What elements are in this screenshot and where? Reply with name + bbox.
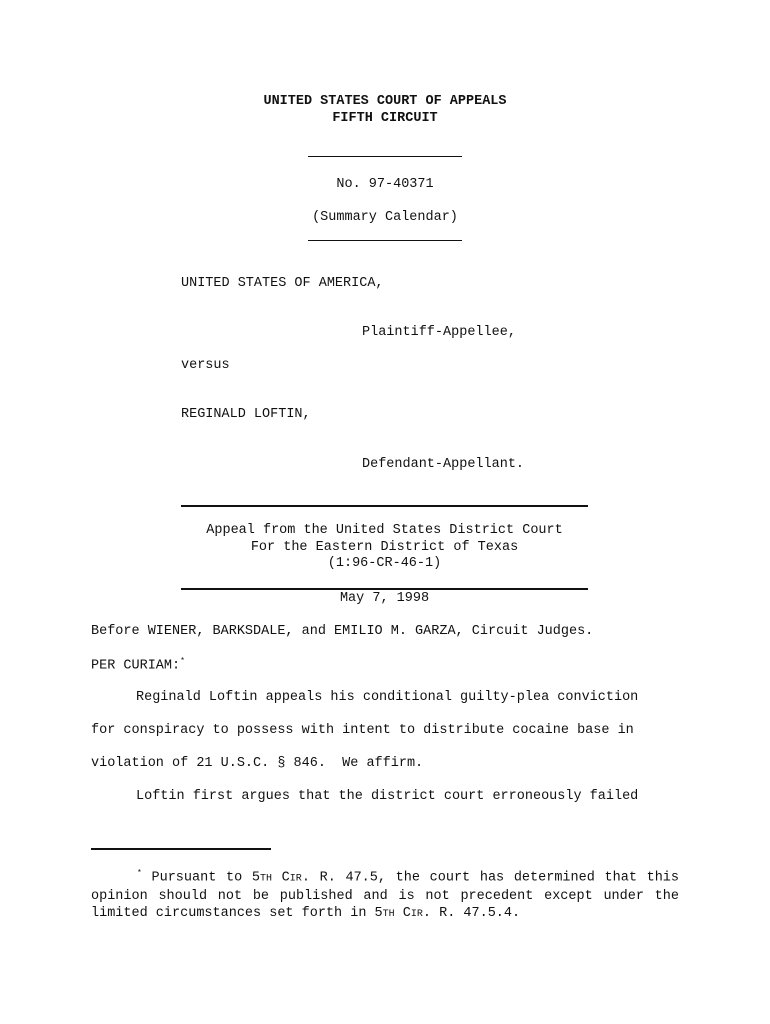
footnote-cir-2-rest: IR xyxy=(410,908,423,920)
court-name: UNITED STATES COURT OF APPEALS xyxy=(263,94,507,109)
footnote xyxy=(91,865,679,923)
appeal-rule-top xyxy=(181,505,588,507)
footnote-text-3: . R. 47.5.4. xyxy=(422,905,521,921)
defendant-name: REGINALD LOFTIN, xyxy=(181,407,311,422)
versus-label: versus xyxy=(181,358,230,373)
appeal-line-2: For the Eastern District of Texas xyxy=(250,540,519,555)
footnote-separator xyxy=(91,848,271,850)
footnote-text-1: Pursuant to 5 xyxy=(151,870,260,886)
header-rule-bottom xyxy=(308,240,462,241)
footnote-cir-1-initial: C xyxy=(272,870,290,886)
footnote-text-2: . R. 47.5, the court has determined that this opinion should not be published and is not precedent except under the limited circumstances set forth in 5 xyxy=(91,870,680,921)
footnote-cir-1-rest: IR xyxy=(289,873,302,885)
body-line-2: for conspiracy to possess with intent to distribute cocaine base in xyxy=(91,723,634,738)
plaintiff-name: UNITED STATES OF AMERICA, xyxy=(181,276,384,291)
body-line-1: Reginald Loftin appeals his conditional guilty-plea conviction xyxy=(136,690,639,705)
plaintiff-role: Plaintiff-Appellee, xyxy=(362,325,516,340)
footnote-th-2: TH xyxy=(382,908,395,920)
calendar-type: (Summary Calendar) xyxy=(312,210,458,225)
footnote-reference: * xyxy=(180,657,185,666)
body-line-4: Loftin first argues that the district court erroneously failed xyxy=(136,789,639,804)
footnote-mark: * xyxy=(137,869,142,878)
appeal-line-3: (1:96-CR-46-1) xyxy=(327,556,442,571)
header-rule-top xyxy=(308,156,462,157)
defendant-role: Defendant-Appellant. xyxy=(362,457,525,472)
per-curiam-label: PER CURIAM: xyxy=(91,658,181,674)
footnote-th-1: TH xyxy=(259,873,272,885)
appeal-rule-bottom xyxy=(181,588,588,590)
decision-date: May 7, 1998 xyxy=(339,591,430,606)
appeal-line-1: Appeal from the United States District Court xyxy=(206,523,563,538)
circuit-name: FIFTH CIRCUIT xyxy=(332,111,438,126)
footnote-cir-2-initial: C xyxy=(394,905,411,921)
panel-line: Before WIENER, BARKSDALE, and EMILIO M. GARZA, Circuit Judges. xyxy=(91,624,594,639)
case-number: No. 97-40371 xyxy=(336,177,434,192)
per-curiam-heading xyxy=(91,657,185,674)
body-line-3: violation of 21 U.S.C. § 846. We affirm. xyxy=(91,756,424,771)
